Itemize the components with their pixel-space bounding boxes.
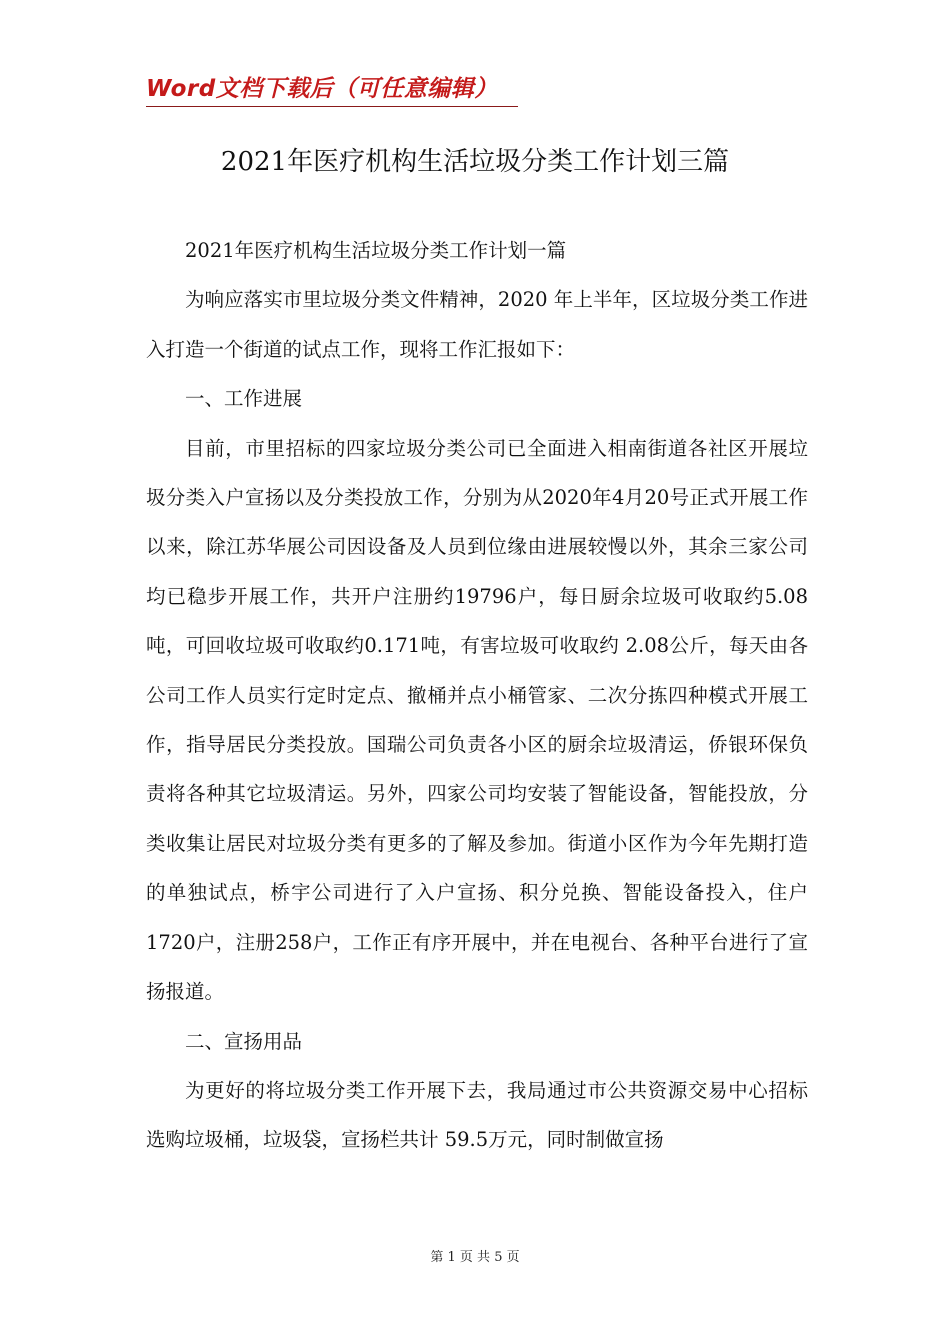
paragraph: 为响应落实市里垃圾分类文件精神，2020 年上半年，区垃圾分类工作进入打造一个街道的试点工作，现将工作汇报如下：: [146, 288, 808, 361]
section-heading: 二、宣扬用品: [185, 1029, 303, 1053]
section-heading: 一、工作进展: [185, 387, 303, 411]
subheading: 2021年医疗机构生活垃圾分类工作计划一篇: [185, 239, 567, 262]
download-banner: [146, 74, 518, 107]
document-title: 2021年医疗机构生活垃圾分类工作计划三篇: [220, 147, 730, 177]
document-body: [146, 226, 808, 1165]
paragraph: 目前，市里招标的四家垃圾分类公司已全面进入相南街道各社区开展垃圾分类入户宣扬以及分类投放工作，分别为从2020年4月20号正式开展工作以来，除江苏华展公司因设备及人员到位缘由进展较慢以外，其余三家公司均已稳步开展工作，共开户注册约19796户，每日厨余垃圾可收取约5.08吨，可回收垃圾可收取约0.171吨，有害垃圾可收取约 2.08公斤，每天由各公司工作人员实行定时定点、撤桶并点小桶管家、二次分拣四种模式开展工作，指导居民分类投放。国瑞公司负责各小区的厨余垃圾清运，侨银环保负责将各种其它垃圾清运。另外，四家公司均安装了智能设备，智能投放，分类收集让居民对垃圾分类有更多的了解及参加。街道小区作为今年先期打造的单独试点，桥宇公司进行了入户宣扬、积分兑换、智能设备投入，住户1720户，注册258户，工作正有序开展中，并在电视台、各种平台进行了宣扬报道。: [146, 436, 808, 1004]
banner-text: Word文档下载后（可任意编辑）: [146, 76, 498, 102]
paragraph: 为更好的将垃圾分类工作开展下去，我局通过市公共资源交易中心招标选购垃圾桶，垃圾袋，宣扬栏共计 59.5万元，同时制做宣扬: [146, 1078, 808, 1152]
page-number: 第 1 页 共 5 页: [430, 1250, 520, 1265]
